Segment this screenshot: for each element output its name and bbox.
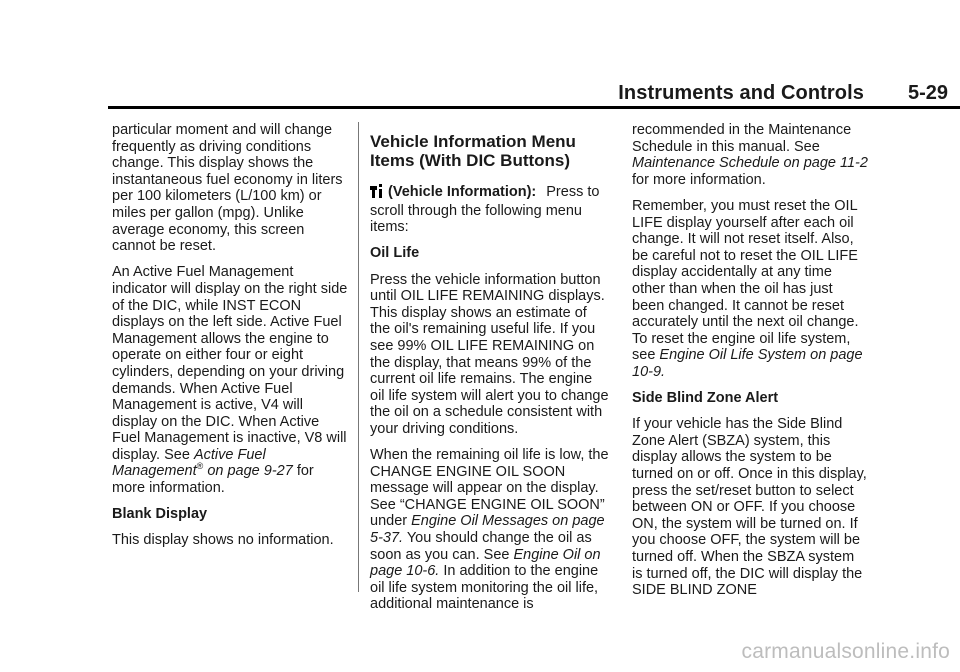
afm-text: An Active Fuel Management indicator will display on the right side of the DIC, while INST ECON displays on the left side. Active Fuel Management allows the engine to operate on either four or eight cylinders, depending on your driving demands. When Active Fuel Management is active, V4 will display on the DIC. When Active Fuel Management is inactive, V8 will display. See <box>112 264 348 463</box>
paragraph-active-fuel-management <box>112 264 348 496</box>
oil-p2-text-a: When the remaining oil life is low, the CHANGE ENGINE OIL SOON message will appear on the display. See “CHANGE ENGINE OIL SOON” under <box>370 447 609 530</box>
vehicle-info-paragraph <box>370 184 610 236</box>
column-middle <box>370 122 610 623</box>
column-right <box>632 122 868 608</box>
sbza-heading: Side Blind Zone Alert <box>632 390 779 407</box>
watermark: carmanualsonline.info <box>741 640 950 663</box>
oil-life-heading: Oil Life <box>370 245 420 262</box>
oil-p2-text-b: You should change the oil as soon as you can. See <box>370 530 592 563</box>
engine-oil-messages-link[interactable]: Engine Oil Messages on page 5-37. <box>370 513 605 547</box>
engine-oil-link[interactable]: Engine Oil on page 10-6. <box>370 546 601 580</box>
maintenance-text-b: for more information. <box>632 171 766 188</box>
header-rule <box>108 106 960 109</box>
column-left <box>112 122 348 559</box>
maintenance-text-a: recommended in the Maintenance Schedule in this manual. See <box>632 122 852 155</box>
reset-text: Remember, you must reset the OIL LIFE display yourself after each oil change. It will not reset itself. Also, be careful not to reset the OIL LIFE display accidentally at any time other than when the oil has just been changed. It cannot be reset accurately until the next oil change. To reset the engine oil life system, see <box>632 197 859 364</box>
section-title: Instruments and Controls <box>618 82 864 104</box>
oil-life-paragraph-2 <box>370 447 610 613</box>
paragraph-inst-econ: particular moment and will change frequently as driving conditions change. This display shows the instantaneous fuel economy in liters per 100 kilometers (L/100 km) or miles per gallon (mpg). Unlike average economy, this screen cannot be reset. <box>112 122 343 255</box>
column-divider <box>358 122 359 592</box>
oil-life-paragraph-1: Press the vehicle information button until OIL LIFE REMAINING displays. This display shows an estimate of the oil's remaining useful life. If you see 99% OIL LIFE REMAINING on the display, that means 99% of the current oil life remains. The engine oil life system will alert you to change the oil on a schedule consistent with your driving conditions. <box>370 271 609 437</box>
maintenance-paragraph <box>632 122 868 188</box>
page-number: 5-29 <box>907 82 948 104</box>
afm-tail: for more information. <box>112 463 314 497</box>
oil-p2-text-c: In addition to the engine oil life system monitoring the oil life, additional maintenance is <box>370 563 599 613</box>
vehicle-info-text: Press to scroll through the following menu items: <box>370 184 600 236</box>
blank-display-heading: Blank Display <box>112 506 208 523</box>
maintenance-schedule-link[interactable]: Maintenance Schedule on page 11-2 <box>632 155 868 172</box>
reset-oil-life-paragraph <box>632 198 868 381</box>
registered-mark: ® <box>196 461 204 472</box>
engine-oil-life-system-link[interactable]: Engine Oil Life System on page 10-9. <box>632 347 863 380</box>
vehicle-information-icon <box>370 184 385 203</box>
afm-link-a[interactable]: Active Fuel Management <box>112 446 266 480</box>
sbza-paragraph: If your vehicle has the Side Blind Zone Alert (SBZA) system, this display allows the system to be turned on or off. Once in this display, press the set/reset button to select between ON or OFF. If you choose ON, the system will be turned on. If you choose OFF, the system will be turned off. When the SBZA system is turned off, the DIC will display the SIDE BLIND ZONE <box>632 416 867 599</box>
afm-link-b[interactable]: on page 9-27 <box>207 463 293 480</box>
blank-display-text: This display shows no information. <box>112 532 334 549</box>
vehicle-info-label: (Vehicle Information): <box>388 184 537 200</box>
vehicle-info-menu-heading: Vehicle Information Menu Items (With DIC Buttons) <box>370 132 576 170</box>
